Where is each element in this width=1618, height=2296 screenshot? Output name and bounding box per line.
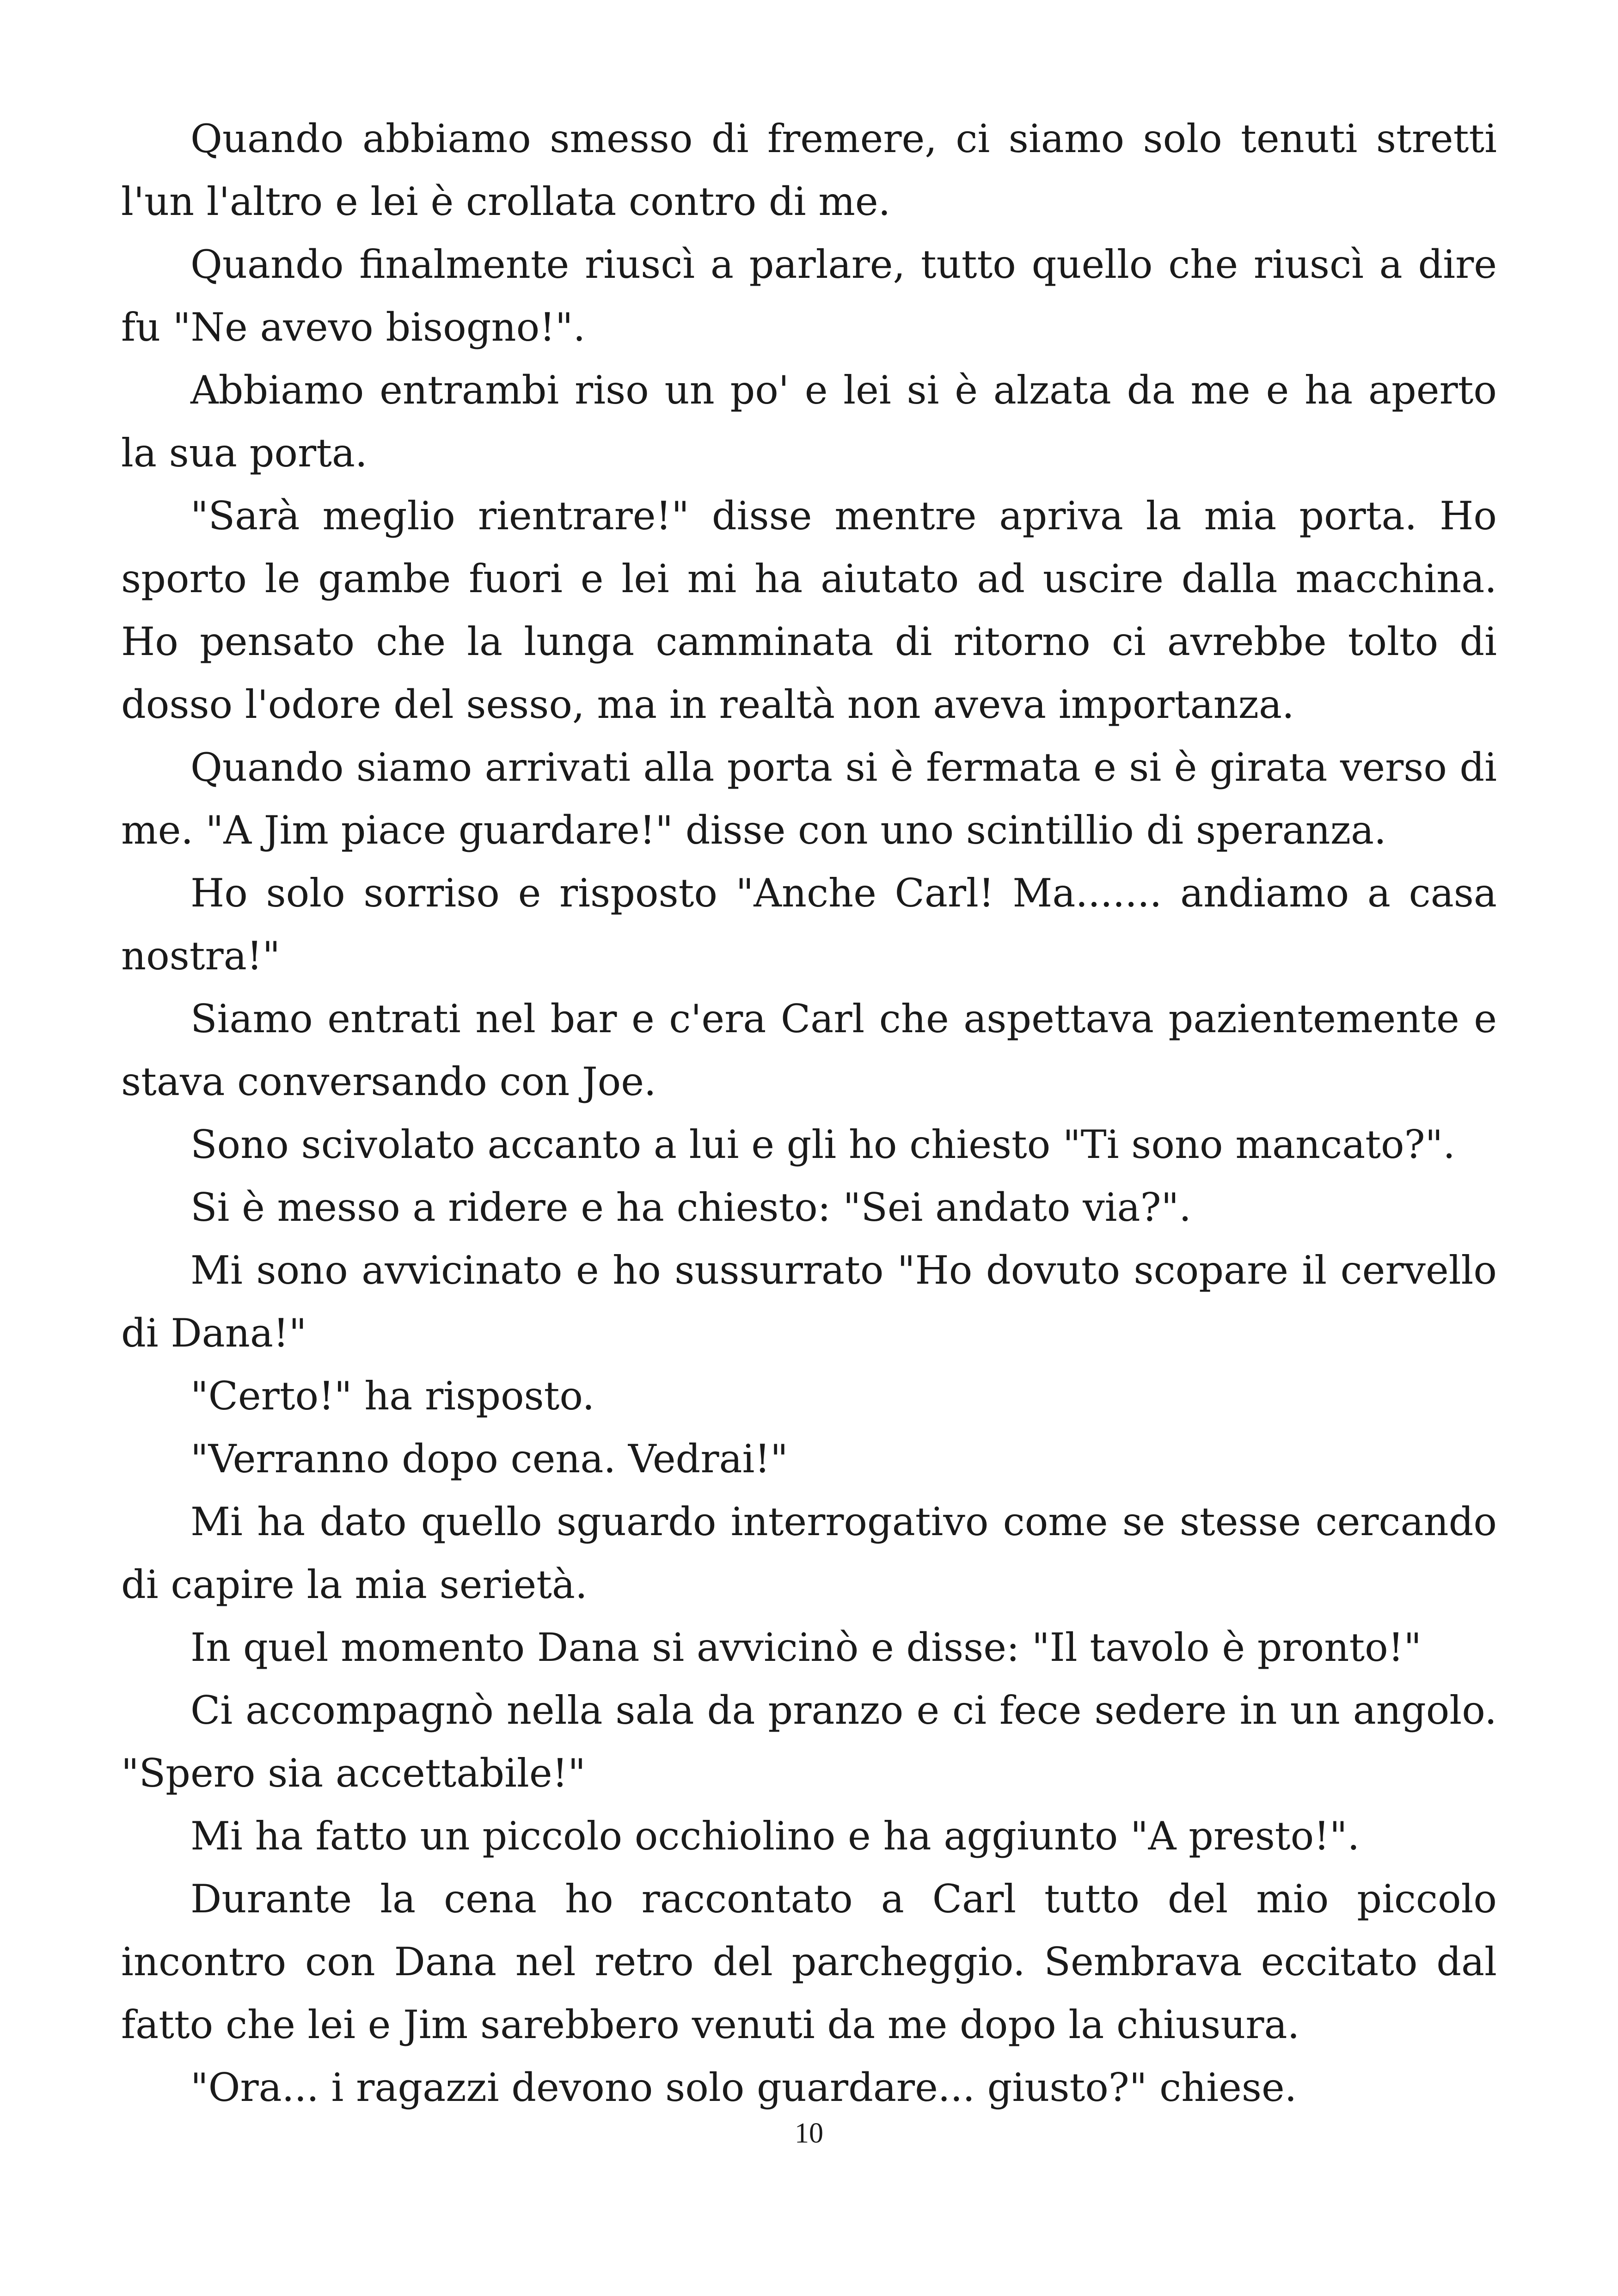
paragraph: Quando abbiamo smesso di fremere, ci siamo solo tenuti stretti l'un l'altro e lei è crollata contro di me. xyxy=(121,116,1497,224)
paragraph: Abbiamo entrambi riso un po' e lei si è alzata da me e ha aperto la sua porta. xyxy=(121,367,1497,476)
paragraph: Ci accompagnò nella sala da pranzo e ci fece sedere in un angolo. "Spero sia accettabile!" xyxy=(121,1688,1497,1796)
paragraph: Sono scivolato accanto a lui e gli ho chiesto "Ti sono mancato?". xyxy=(190,1122,1455,1167)
paragraph: "Verranno dopo cena. Vedrai!" xyxy=(190,1436,788,1482)
paragraph: Quando siamo arrivati alla porta si è fermata e si è girata verso di me. "A Jim piace guardare!" disse con uno scintillio di speranza. xyxy=(121,745,1497,853)
paragraph: Quando finalmente riuscì a parlare, tutto quello che riuscì a dire fu "Ne avevo bisogno!". xyxy=(121,242,1497,350)
paragraph: Mi ha dato quello sguardo interrogativo come se stesse cercando di capire la mia serietà. xyxy=(121,1499,1497,1607)
page-number: 10 xyxy=(795,2118,823,2149)
paragraph: In quel momento Dana si avvicinò e disse: "Il tavolo è pronto!" xyxy=(190,1625,1422,1670)
paragraph: Mi ha fatto un piccolo occhiolino e ha aggiunto "A presto!". xyxy=(190,1813,1360,1859)
paragraph: "Sarà meglio rientrare!" disse mentre apriva la mia porta. Ho sporto le gambe fuori e lei mi ha aiutato ad uscire dalla macchina. Ho pensato che la lunga camminata di ritorno ci avrebbe tolto di dosso l'odore del sesso, ma in realtà non aveva importanza. xyxy=(121,493,1497,727)
paragraph: Siamo entrati nel bar e c'era Carl che aspettava pazientemente e stava conversando con Joe. xyxy=(121,996,1497,1104)
paragraph: "Certo!" ha risposto. xyxy=(190,1373,595,1419)
paragraph: Si è messo a ridere e ha chiesto: "Sei andato via?". xyxy=(190,1185,1191,1230)
paragraph: "Ora... i ragazzi devono solo guardare... giusto?" chiese. xyxy=(190,2065,1297,2110)
paragraph: Mi sono avvicinato e ho sussurrato "Ho dovuto scopare il cervello di Dana!" xyxy=(121,1248,1497,1356)
body-text xyxy=(121,107,1497,2119)
paragraph: Ho solo sorriso e risposto "Anche Carl! Ma....... andiamo a casa nostra!" xyxy=(121,870,1497,979)
paragraph: Durante la cena ho raccontato a Carl tutto del mio piccolo incontro con Dana nel retro del parcheggio. Sembrava eccitato dal fatto che lei e Jim sarebbero venuti da me dopo la chiusura. xyxy=(121,1876,1497,2047)
